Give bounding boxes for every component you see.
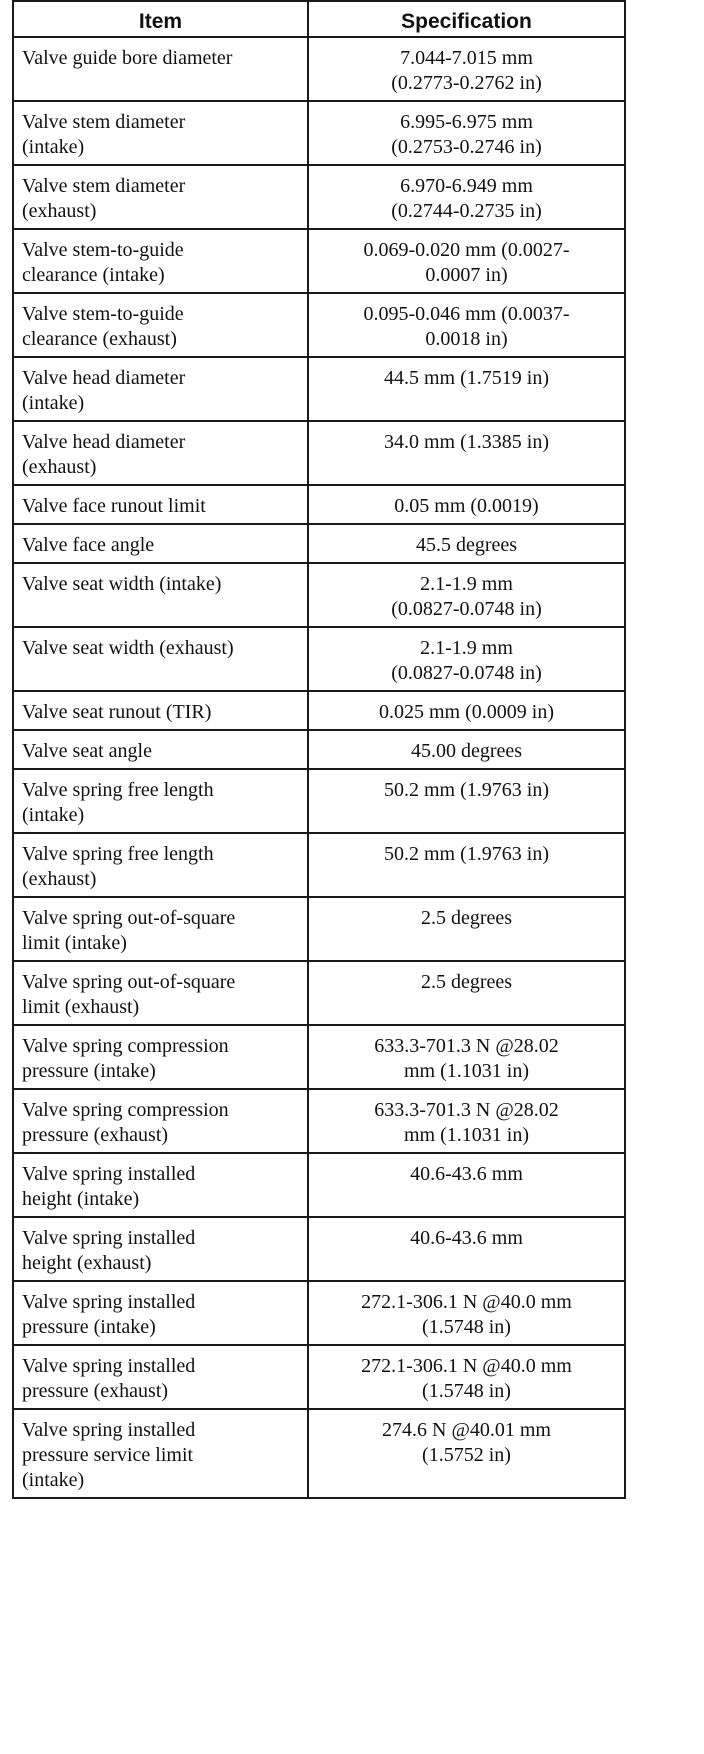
- specification-cell: [308, 833, 625, 897]
- item-cell: [13, 769, 308, 833]
- item-line: (intake): [22, 392, 85, 414]
- table-row: [13, 1153, 625, 1217]
- item-line: pressure (intake): [22, 1060, 156, 1082]
- table-row: [13, 485, 625, 524]
- item-cell: [13, 627, 308, 691]
- table-row: [13, 897, 625, 961]
- table-row: [13, 730, 625, 769]
- specification-cell: [308, 1089, 625, 1153]
- item-cell: [13, 101, 308, 165]
- item-line: Valve seat width (exhaust): [22, 637, 234, 659]
- item-cell: [13, 1089, 308, 1153]
- item-cell: [13, 961, 308, 1025]
- table-row: [13, 833, 625, 897]
- column-header-item: Item: [13, 1, 308, 37]
- specification-line: (0.0827-0.0748 in): [391, 662, 542, 684]
- specification-line: 50.2 mm (1.9763 in): [384, 779, 549, 801]
- valve-specification-table: [12, 0, 626, 1499]
- item-line: Valve spring installed: [22, 1227, 196, 1249]
- item-cell: [13, 563, 308, 627]
- specification-cell: [308, 1025, 625, 1089]
- table-row: [13, 165, 625, 229]
- item-line: Valve spring compression: [22, 1035, 229, 1057]
- item-line: Valve stem diameter: [22, 175, 186, 197]
- item-line: height (intake): [22, 1188, 140, 1210]
- item-line: Valve guide bore diameter: [22, 47, 233, 69]
- item-line: Valve spring compression: [22, 1099, 229, 1121]
- specification-cell: [308, 627, 625, 691]
- specification-line: (0.2744-0.2735 in): [391, 200, 542, 222]
- table-row: [13, 293, 625, 357]
- item-cell: [13, 1345, 308, 1409]
- item-cell: [13, 730, 308, 769]
- item-line: Valve face runout limit: [22, 495, 206, 517]
- specification-line: 6.970-6.949 mm: [400, 175, 533, 197]
- specification-cell: [308, 229, 625, 293]
- specification-cell: [308, 421, 625, 485]
- item-line: Valve spring installed: [22, 1291, 196, 1313]
- table-header-row: [13, 1, 625, 37]
- specification-line: 272.1-306.1 N @40.0 mm: [361, 1355, 572, 1377]
- specification-line: 40.6-43.6 mm: [410, 1163, 523, 1185]
- specification-line: 6.995-6.975 mm: [400, 111, 533, 133]
- specification-line: mm (1.1031 in): [404, 1060, 529, 1082]
- item-cell: [13, 37, 308, 101]
- table-row: [13, 524, 625, 563]
- item-line: Valve spring free length: [22, 779, 214, 801]
- item-line: height (exhaust): [22, 1252, 152, 1274]
- specification-line: 2.5 degrees: [420, 971, 513, 993]
- specification-line: 272.1-306.1 N @40.0 mm: [361, 1291, 572, 1313]
- item-cell: [13, 485, 308, 524]
- specification-line: (1.5752 in): [422, 1444, 511, 1466]
- specification-line: (0.2773-0.2762 in): [391, 72, 542, 94]
- item-line: (exhaust): [22, 200, 97, 222]
- specification-line: (0.2753-0.2746 in): [391, 136, 542, 158]
- item-cell: [13, 421, 308, 485]
- table-row: [13, 1345, 625, 1409]
- specification-line: 633.3-701.3 N @28.02: [374, 1099, 559, 1121]
- specification-cell: [308, 37, 625, 101]
- specification-line: 0.05 mm (0.0019): [394, 495, 539, 517]
- item-line: Valve head diameter: [22, 367, 186, 389]
- item-line: Valve stem-to-guide: [22, 239, 184, 261]
- specification-line: 0.025 mm (0.0009 in): [379, 701, 554, 723]
- item-cell: [13, 833, 308, 897]
- specification-cell: [308, 563, 625, 627]
- item-cell: [13, 524, 308, 563]
- item-line: (exhaust): [22, 456, 97, 478]
- item-line: (intake): [22, 804, 85, 826]
- table-row: [13, 37, 625, 101]
- item-line: Valve spring out-of-square: [22, 971, 236, 993]
- item-line: pressure (intake): [22, 1316, 156, 1338]
- item-cell: [13, 1153, 308, 1217]
- item-cell: [13, 1281, 308, 1345]
- specification-cell: [308, 961, 625, 1025]
- item-cell: [13, 897, 308, 961]
- item-cell: [13, 1025, 308, 1089]
- item-cell: [13, 691, 308, 730]
- item-line: clearance (exhaust): [22, 328, 177, 350]
- specification-cell: [308, 1281, 625, 1345]
- item-line: (intake): [22, 1469, 85, 1491]
- table-row: [13, 421, 625, 485]
- item-line: Valve seat width (intake): [22, 573, 222, 595]
- item-cell: [13, 357, 308, 421]
- table-row: [13, 1281, 625, 1345]
- table-row: [13, 357, 625, 421]
- specification-cell: [308, 165, 625, 229]
- item-line: Valve spring free length: [22, 843, 214, 865]
- item-line: (intake): [22, 136, 85, 158]
- item-line: clearance (intake): [22, 264, 165, 286]
- item-line: Valve seat runout (TIR): [22, 701, 212, 723]
- specification-cell: [308, 357, 625, 421]
- table-body: [13, 37, 625, 1498]
- specification-line: 40.6-43.6 mm: [410, 1227, 523, 1249]
- specification-line: mm (1.1031 in): [404, 1124, 529, 1146]
- specification-line: 34.0 mm (1.3385 in): [384, 431, 549, 453]
- table-row: [13, 101, 625, 165]
- item-line: Valve spring installed: [22, 1355, 196, 1377]
- item-line: Valve stem-to-guide: [22, 303, 184, 325]
- specification-line: 7.044-7.015 mm: [400, 47, 533, 69]
- item-line: Valve spring installed: [22, 1163, 196, 1185]
- specification-line: 0.0018 in): [425, 328, 508, 350]
- specification-cell: [308, 769, 625, 833]
- table-row: [13, 627, 625, 691]
- item-line: Valve seat angle: [22, 740, 152, 762]
- specification-line: 2.1-1.9 mm: [420, 637, 513, 659]
- specification-line: (0.0827-0.0748 in): [391, 598, 542, 620]
- specification-line: (1.5748 in): [422, 1316, 511, 1338]
- specification-cell: [308, 1153, 625, 1217]
- item-cell: [13, 293, 308, 357]
- item-line: limit (intake): [22, 932, 127, 954]
- specification-line: 0.0007 in): [425, 264, 508, 286]
- specification-line: 2.5 degrees: [420, 907, 513, 929]
- specification-line: 44.5 mm (1.7519 in): [384, 367, 549, 389]
- item-cell: [13, 1409, 308, 1498]
- item-cell: [13, 229, 308, 293]
- specification-cell: [308, 101, 625, 165]
- table-row: [13, 1409, 625, 1498]
- table-row: [13, 691, 625, 730]
- specification-line: 50.2 mm (1.9763 in): [384, 843, 549, 865]
- specification-cell: [308, 1217, 625, 1281]
- specification-line: 45.00 degrees: [410, 740, 523, 762]
- specification-line: 633.3-701.3 N @28.02: [374, 1035, 559, 1057]
- table-row: [13, 1089, 625, 1153]
- table-row: [13, 1025, 625, 1089]
- specification-cell: [308, 691, 625, 730]
- item-line: Valve stem diameter: [22, 111, 186, 133]
- item-line: Valve spring installed: [22, 1419, 196, 1441]
- item-line: pressure service limit: [22, 1444, 194, 1466]
- item-line: Valve face angle: [22, 534, 155, 556]
- specification-cell: [308, 1345, 625, 1409]
- specification-line: 0.095-0.046 mm (0.0037-: [363, 303, 570, 325]
- specification-cell: [308, 730, 625, 769]
- item-cell: [13, 1217, 308, 1281]
- item-line: (exhaust): [22, 868, 97, 890]
- item-line: pressure (exhaust): [22, 1380, 169, 1402]
- column-header-specification: Specification: [308, 1, 625, 37]
- specification-line: 2.1-1.9 mm: [420, 573, 513, 595]
- specification-line: 274.6 N @40.01 mm: [382, 1419, 551, 1441]
- specification-cell: [308, 1409, 625, 1498]
- item-line: limit (exhaust): [22, 996, 140, 1018]
- specification-cell: [308, 485, 625, 524]
- item-cell: [13, 165, 308, 229]
- item-line: pressure (exhaust): [22, 1124, 169, 1146]
- specification-cell: [308, 897, 625, 961]
- spec-sheet: [12, 0, 624, 1499]
- item-line: Valve spring out-of-square: [22, 907, 236, 929]
- table-row: [13, 1217, 625, 1281]
- table-row: [13, 769, 625, 833]
- specification-line: 45.5 degrees: [415, 534, 518, 556]
- specification-cell: [308, 293, 625, 357]
- table-row: [13, 229, 625, 293]
- specification-line: 0.069-0.020 mm (0.0027-: [363, 239, 570, 261]
- item-line: Valve head diameter: [22, 431, 186, 453]
- table-row: [13, 961, 625, 1025]
- specification-cell: [308, 524, 625, 563]
- table-row: [13, 563, 625, 627]
- specification-line: (1.5748 in): [422, 1380, 511, 1402]
